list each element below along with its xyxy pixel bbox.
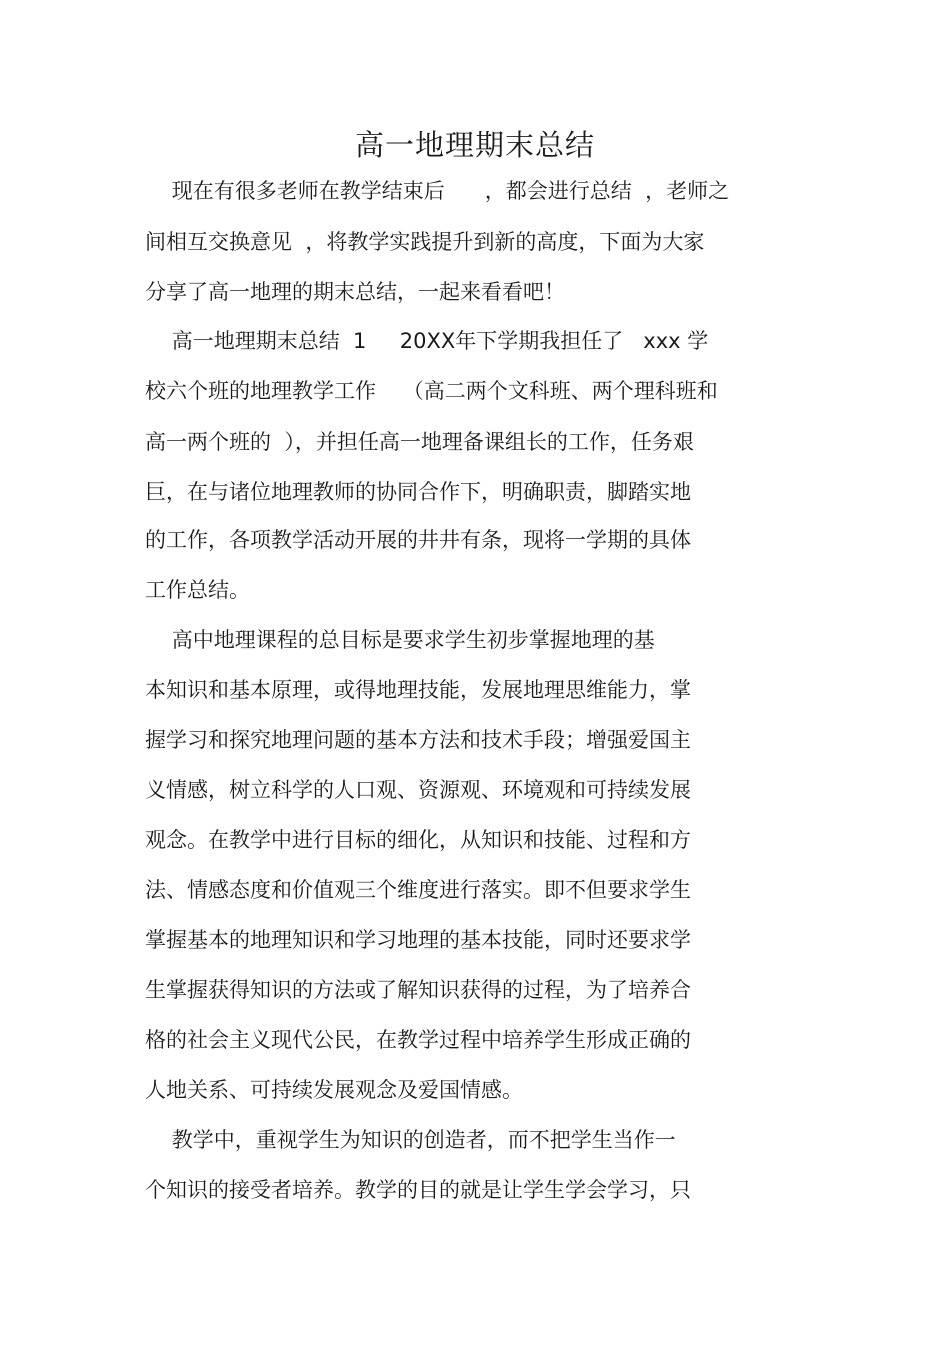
paragraph-line: 人地关系、可持续发展观念及爱国情感。 — [145, 1078, 523, 1102]
paragraph-line: 格的社会主义现代公民，在教学过程中培养学生形成正确的 — [145, 1028, 691, 1052]
paragraph-line: 观念。在教学中进行目标的细化，从知识和技能、过程和方 — [145, 828, 691, 852]
paragraph-line: 间相互交换意见 ，将教学实践提升到新的高度，下面为大家 — [145, 230, 705, 254]
paragraph-line: 的工作，各项教学活动开展的井井有条，现将一学期的具体 — [145, 528, 691, 552]
paragraph-line: 工作总结。 — [145, 578, 250, 602]
paragraph-line: 校六个班的地理教学工作 （高二两个文科班、两个理科班和 — [145, 379, 718, 403]
paragraph-line: 法、情感态度和价值观三个维度进行落实。即不但要求学生 — [145, 878, 691, 902]
paragraph-line: 分享了高一地理的期末总结，一起来看看吧！ — [145, 280, 565, 304]
paragraph-line: 本知识和基本原理，或得地理技能，发展地理思维能力，掌 — [145, 678, 691, 702]
paragraph-line: 教学中，重视学生为知识的创造者，而不把学生当作一 — [145, 1128, 676, 1152]
document-title: 高一地理期末总结 — [354, 128, 595, 162]
paragraph-line: 高一两个班的 ），并担任高一地理备课组长的工作，任务艰 — [145, 430, 694, 454]
paragraph-line: 高中地理课程的总目标是要求学生初步掌握地理的基 — [145, 628, 655, 652]
paragraph-line: 握学习和探究地理问题的基本方法和技术手段；增强爱国主 — [145, 728, 691, 752]
paragraph-line: 现在有很多老师在教学结束后 ，都会进行总结 ，老师之 — [145, 179, 730, 203]
paragraph-line: 个知识的接受者培养。教学的目的就是让学生学会学习，只 — [145, 1178, 691, 1202]
paragraph-line: 巨，在与诸位地理教师的协同合作下，明确职责，脚踏实地 — [145, 480, 691, 504]
paragraph-line: 义情感，树立科学的人口观、资源观、环境观和可持续发展 — [145, 778, 691, 802]
paragraph-line: 生掌握获得知识的方法或了解知识获得的过程，为了培养合 — [145, 978, 691, 1002]
paragraph-line: 掌握基本的地理知识和学习地理的基本技能，同时还要求学 — [145, 928, 691, 952]
paragraph-line: 高一地理期末总结 1 20XX年下学期我担任了 xxx 学 — [145, 329, 709, 353]
